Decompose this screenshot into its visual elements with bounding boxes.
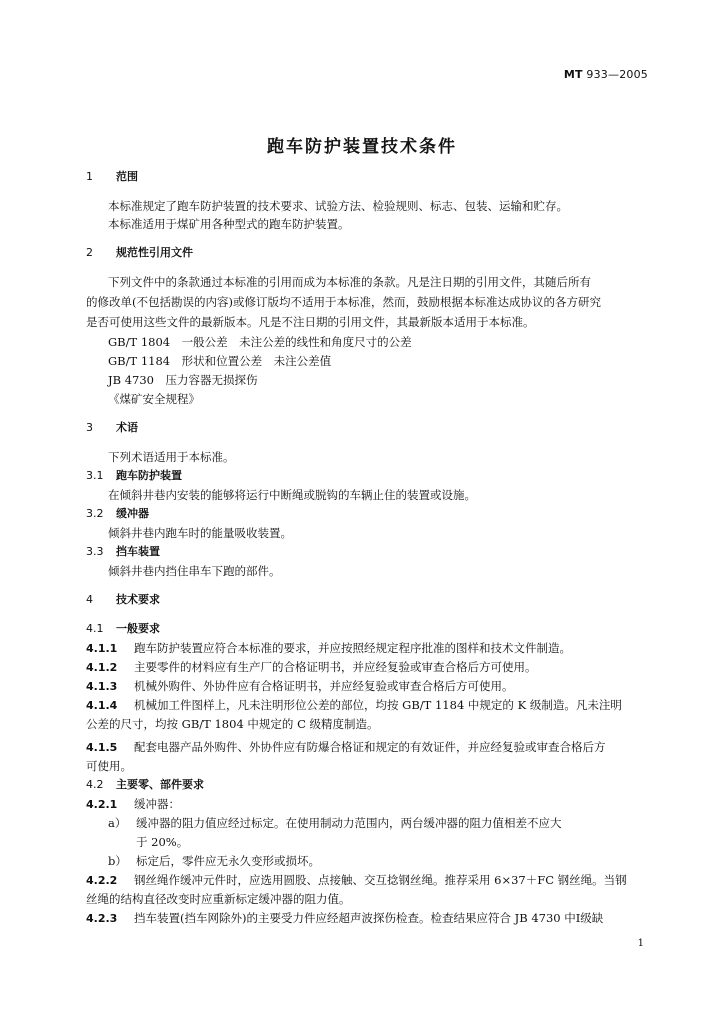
term-3-3-title: 挡车装置 [116, 545, 160, 558]
term-3-3-definition: 倾斜井巷内挡住串车下跑的部件。 [108, 564, 281, 578]
section-1-paragraph-2: 本标准适用于煤矿用各种型式的跑车防护装置。 [108, 217, 350, 231]
term-3-1-heading [86, 469, 182, 483]
clause-4-1-heading [86, 622, 160, 636]
page-number: 1 [637, 938, 644, 949]
section-4-number: 4 [86, 593, 93, 606]
section-2-number: 2 [86, 246, 93, 259]
clause-4-1-3-number: 4.1.3 [86, 680, 118, 693]
clause-4-2-3 [86, 911, 603, 926]
clause-4-2-heading [86, 778, 204, 792]
section-2-paragraph-line-2: 的修改单(不包括勘误的内容)或修订版均不适用于本标准，然而，鼓励根据本标准达成协议的各方研究 [86, 295, 601, 309]
clause-4-2-2-line-2: 丝绳的结构直径改变时应重新标定缓冲器的阻力值。 [86, 892, 351, 906]
section-3-title: 术语 [116, 421, 138, 434]
section-3-number: 3 [86, 421, 93, 434]
item-b-text: 标定后，零件应无永久变形或损坏。 [136, 854, 320, 868]
section-3-heading [86, 421, 138, 435]
section-4-heading [86, 593, 160, 607]
item-b-marker: b） [108, 854, 127, 868]
clause-4-1-title: 一般要求 [116, 622, 160, 635]
reference-item: JB 4730 压力容器无损探伤 [108, 373, 258, 387]
standard-code [564, 68, 648, 81]
clause-4-2-1-b [108, 854, 320, 868]
clause-4-2-1-a-line-2: 于 20%。 [136, 835, 189, 849]
reference-item: 《煤矿安全规程》 [108, 392, 200, 406]
clause-4-2-title: 主要零、部件要求 [116, 778, 204, 791]
term-3-2-number: 3.2 [86, 507, 104, 520]
clause-4-1-5-number: 4.1.5 [86, 741, 118, 754]
clause-4-1-5-line-2: 可使用。 [86, 759, 132, 773]
section-1-number: 1 [86, 170, 93, 183]
clause-4-2-3-number: 4.2.3 [86, 912, 118, 925]
section-1-paragraph-1: 本标准规定了跑车防护装置的技术要求、试验方法、检验规则、标志、包装、运输和贮存。 [108, 199, 568, 213]
item-a-marker: a） [108, 816, 127, 830]
section-2-heading [86, 246, 193, 260]
clause-4-1-4-line-1 [86, 698, 622, 713]
reference-item: GB/T 1184 形状和位置公差 未注公差值 [108, 354, 332, 368]
clause-4-2-2-number: 4.2.2 [86, 874, 118, 887]
clause-4-2-1 [86, 797, 180, 812]
clause-4-1-3-text: 机械外购件、外协件应有合格证明书，并应经复验或审查合格后方可使用。 [134, 679, 514, 693]
clause-4-2-2-text: 钢丝绳作缓冲元件时，应选用圆股、点接触、交互捻钢丝绳。推荐采用 6×37＋FC 钢丝绳。当钢 [134, 873, 627, 887]
clause-4-1-4-line-2: 公差的尺寸，均按 GB/T 1804 中规定的 C 级精度制造。 [86, 717, 379, 731]
section-3-intro: 下列术语适用于本标准。 [108, 450, 235, 464]
clause-4-1-5-text: 配套电器产品外购件、外协件应有防爆合格证和规定的有效证件，并应经复验或审查合格后方 [134, 740, 606, 754]
clause-4-1-3 [86, 679, 514, 694]
clause-4-1-1-text: 跑车防护装置应符合本标准的要求，并应按照经规定程序批准的图样和技术文件制造。 [134, 641, 571, 655]
clause-4-1-5-line-1 [86, 740, 606, 755]
standard-code-prefix: MT [563, 68, 583, 81]
clause-4-1-2-text: 主要零件的材料应有生产厂的合格证明书，并应经复验或审查合格后方可使用。 [134, 660, 537, 674]
clause-4-1-1 [86, 641, 571, 656]
section-2-paragraph-line-3: 是否可使用这些文件的最新版本。凡是不注日期的引用文件，其最新版本适用于本标准。 [86, 315, 535, 329]
clause-4-1-1-number: 4.1.1 [86, 642, 118, 655]
clause-4-2-1-a-line-1 [108, 816, 562, 830]
clause-4-1-2-number: 4.1.2 [86, 661, 118, 674]
clause-4-2-3-text: 挡车装置(挡车网除外)的主要受力件应经超声波探伤检查。检查结果应符合 JB 4730 中Ⅰ级缺 [134, 911, 604, 925]
clause-4-2-1-number: 4.2.1 [86, 798, 118, 811]
term-3-2-heading [86, 507, 149, 521]
clause-4-2-number: 4.2 [86, 778, 104, 791]
term-3-2-title: 缓冲器 [116, 507, 149, 520]
term-3-1-number: 3.1 [86, 469, 104, 482]
clause-4-1-4-text: 机械加工件图样上，凡未注明形位公差的部位，均按 GB/T 1184 中规定的 K 级制造。凡未注明 [134, 698, 622, 712]
standard-code-number: 933—2005 [586, 68, 648, 81]
term-3-1-title: 跑车防护装置 [116, 469, 182, 482]
term-3-2-definition: 倾斜井巷内跑车时的能量吸收装置。 [108, 526, 292, 540]
clause-4-1-number: 4.1 [86, 622, 104, 635]
reference-item: GB/T 1804 一般公差 未注公差的线性和角度尺寸的公差 [108, 335, 412, 349]
section-1-heading [86, 170, 138, 184]
section-4-title: 技术要求 [116, 593, 160, 606]
term-3-3-heading [86, 545, 160, 559]
section-2-title: 规范性引用文件 [116, 246, 193, 259]
item-a-text: 缓冲器的阻力值应经过标定。在使用制动力范围内，两台缓冲器的阻力值相差不应大 [136, 816, 562, 830]
clause-4-2-1-text: 缓冲器： [134, 797, 180, 811]
term-3-1-definition: 在倾斜井巷内安装的能够将运行中断绳或脱钩的车辆止住的装置或设施。 [108, 488, 476, 502]
term-3-3-number: 3.3 [86, 545, 104, 558]
clause-4-1-2 [86, 660, 537, 675]
clause-4-2-2-line-1 [86, 873, 627, 888]
section-1-title: 范围 [116, 170, 138, 183]
clause-4-1-4-number: 4.1.4 [86, 699, 118, 712]
document-title: 跑车防护装置技术条件 [267, 137, 457, 157]
section-2-paragraph-line-1: 下列文件中的条款通过本标准的引用而成为本标准的条款。凡是注日期的引用文件，其随后所有 [108, 275, 591, 289]
